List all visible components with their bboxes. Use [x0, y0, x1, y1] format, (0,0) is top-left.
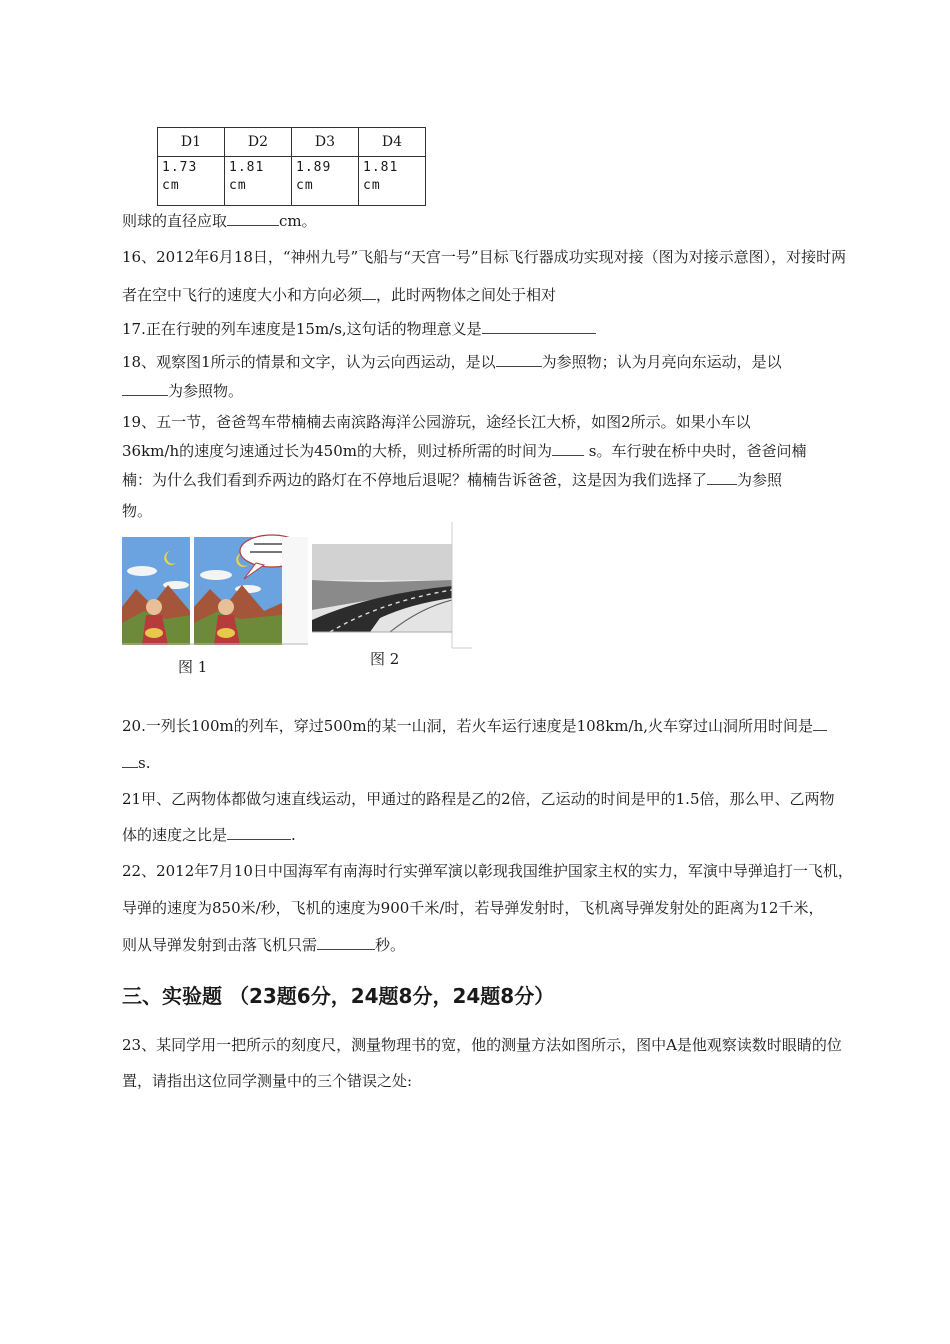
- q21-text-before: 体的速度之比是: [122, 826, 228, 844]
- answer-blank: [813, 716, 827, 731]
- q19-line-2: [122, 440, 867, 461]
- q15-text-after: cm。: [279, 212, 317, 230]
- table-value-cell: 1.89 cm: [292, 157, 359, 206]
- answer-blank: [707, 470, 737, 485]
- q16-line-2: [122, 284, 867, 305]
- q18-line-1: [122, 351, 867, 372]
- answer-blank: [227, 825, 291, 840]
- q19-text-after: s。车行驶在桥中央时，爸爸问楠: [588, 442, 807, 460]
- q19-line-4: 物。: [122, 502, 153, 520]
- answer-blank: [122, 753, 138, 768]
- cartoon-panel-left: [122, 537, 190, 645]
- q19-text-before-2: 楠：为什么我们看到乔两边的路灯在不停地后退呢？楠楠告诉爸爸，这是因为我们选择了: [122, 471, 708, 489]
- q18-line-2: [122, 380, 867, 401]
- table-value-cell: 1.81 cm: [359, 157, 426, 206]
- q22-line-3: [122, 934, 867, 955]
- table-header-row: [158, 128, 426, 157]
- answer-blank: [496, 352, 542, 367]
- q18-text-a: 18、观察图1所示的情景和文字，认为云向西运动，是以: [122, 353, 496, 371]
- q21-text-after: .: [291, 826, 296, 844]
- q20-text: 20.一列长100m的列车，穿过500m的某一山洞，若火车运行速度是108km/h,火车穿过山洞所用时间是: [122, 717, 813, 735]
- q23-line-1: 23、某同学用一把所示的刻度尺，测量物理书的宽，他的测量方法如图所示，图中A是他观察读数时眼睛的位: [122, 1036, 842, 1054]
- q17-text: 17.正在行驶的列车速度是15m/s,这句话的物理意义是: [122, 320, 482, 338]
- q23-line-2: 置，请指出这位同学测量中的三个错误之处:: [122, 1072, 413, 1090]
- table-header-cell: D2: [225, 128, 292, 157]
- q18-text-c: 为参照物。: [168, 382, 244, 400]
- figure-2-caption: 图 2: [370, 650, 400, 668]
- q16-text-after: ，此时两物体之间处于相对: [376, 286, 557, 304]
- q20-line-2: [122, 753, 867, 772]
- q19-line-1: 19、五一节，爸爸驾车带楠楠去南滨路海洋公园游玩，途经长江大桥，如图2所示。如果小车以: [122, 413, 751, 431]
- section-3-heading: 三、实验题 （23题6分，24题8分，24题8分）: [122, 984, 555, 1008]
- table-header-cell: D3: [292, 128, 359, 157]
- q22-text-before: 则从导弹发射到击落飞机只需: [122, 936, 318, 954]
- table-value-row: [158, 157, 426, 206]
- q16-text-before: 者在空中飞行的速度大小和方向必须: [122, 286, 363, 304]
- q21-line-1: 21甲、乙两物体都做匀速直线运动，甲通过的路程是乙的2倍，乙运动的时间是甲的1.5倍，那么甲、乙两物: [122, 790, 835, 808]
- q16-line-1: 16、2012年6月18日，“神州九号”飞船与“天宫一号”目标飞行器成功实现对接（图为对接示意图），对接时两: [122, 248, 847, 266]
- figure-1-caption: 图 1: [178, 658, 208, 676]
- table-header-cell: D1: [158, 128, 225, 157]
- answer-blank: [552, 441, 584, 456]
- table-header-cell: D4: [359, 128, 426, 157]
- answer-blank: [227, 211, 279, 226]
- q19-text-before: 36km/h的速度匀速通过长为450m的大桥，则过桥所需的时间为: [122, 442, 552, 460]
- q17-line: [122, 318, 867, 339]
- answer-blank: [482, 319, 596, 334]
- q22-line-1: 22、2012年7月10日中国海军有南海时行实弹军演以彰现我国维护国家主权的实力，军演中导弹追打一飞机，: [122, 862, 853, 880]
- q19-line-3: [122, 469, 867, 490]
- q21-line-2: [122, 824, 867, 845]
- q20-line-1: [122, 715, 867, 736]
- diameter-table: [157, 127, 426, 206]
- q18-text-b: 为参照物；认为月亮向东运动，是以: [541, 353, 782, 371]
- q22-line-2: 导弹的速度为850米/秒，飞机的速度为900千米/时，若导弹发射时，飞机离导弹发射处的距离为12千米，: [122, 899, 824, 917]
- figure-1-cartoon: [122, 527, 308, 645]
- q22-text-after: 秒。: [375, 936, 406, 954]
- answer-blank: [317, 935, 375, 950]
- figure-2-bridge-photo: [310, 522, 472, 652]
- q19-text-after-2: 为参照: [737, 471, 783, 489]
- answer-blank: [362, 285, 376, 300]
- q15-answer-line: [122, 210, 867, 231]
- q20-text-2: s.: [138, 754, 151, 772]
- answer-blank: [122, 381, 168, 396]
- table-value-cell: 1.81 cm: [225, 157, 292, 206]
- table-value-cell: 1.73 cm: [158, 157, 225, 206]
- q15-text-before: 则球的直径应取: [122, 212, 228, 230]
